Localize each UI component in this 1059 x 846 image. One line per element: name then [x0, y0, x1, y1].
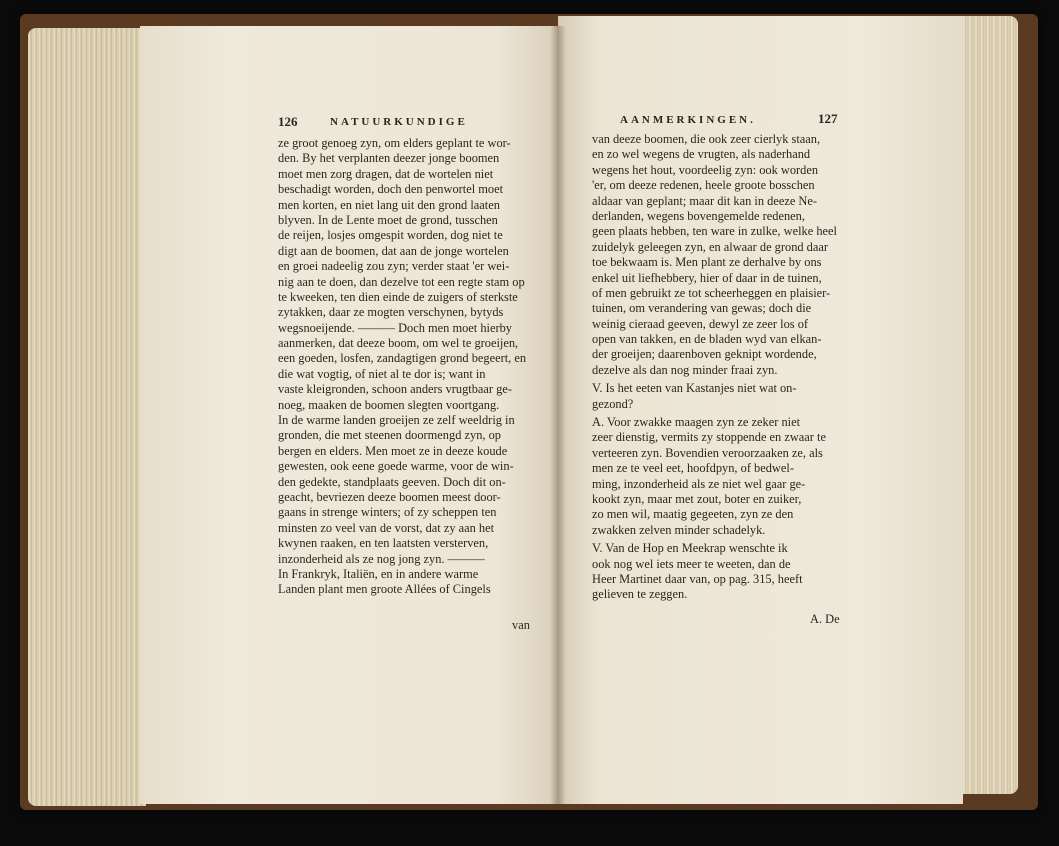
text-line: ook nog wel iets meer te weeten, dan de	[592, 556, 791, 571]
page-edges-left	[28, 28, 146, 806]
text-line: men ze te veel eet, hoofdpyn, of bedwel-	[592, 461, 794, 476]
text-line: en groei nadeelig zou zyn; verder staat 'er wei-	[278, 259, 510, 274]
text-line: zwakken zelven minder schadelyk.	[592, 522, 766, 537]
text-line: kookt zyn, maar met zout, boter en zuiker,	[592, 491, 802, 506]
text-line: gewesten, ook eene goede warme, voor de win-	[278, 459, 514, 474]
right-running-head: AANMERKINGEN.	[620, 114, 756, 126]
text-line: geacht, bevriezen deeze boomen meest door-	[278, 489, 501, 504]
left-catchword: van	[512, 618, 530, 632]
text-line: beschadigt worden, doch den penwortel moet	[278, 182, 504, 197]
text-line: Landen plant men groote Allées of Cingels	[278, 582, 491, 597]
text-line: ming, inzonderheid als ze niet wel gaar ge-	[592, 476, 806, 491]
left-page-number: 126	[278, 114, 298, 129]
text-line: zeer dienstig, vermits zy stoppende en zwaar te	[592, 430, 826, 445]
text-line: der groeijen; daarenboven geknipt wordende,	[592, 347, 817, 362]
text-line: aldaar van geplant; maar dit kan in deeze Ne-	[592, 193, 817, 208]
text-line: zuidelyk geleegen zyn, en alwaar de grond daar	[592, 239, 828, 254]
text-line: aanmerken, dat deeze boom, om wel te groeijen,	[278, 336, 519, 351]
page-edges-right	[960, 16, 1018, 794]
text-line: zo men wil, maatig gegeeten, zyn ze den	[592, 507, 794, 522]
text-line: In Frankryk, Italiën, en in andere warme	[278, 566, 479, 581]
text-line: V. Van de Hop en Meekrap wenschte ik	[592, 541, 788, 556]
text-line: zytakken, daar ze mogten verschynen, bytyds	[278, 305, 504, 320]
left-page	[140, 26, 558, 804]
text-line: 'er, om deeze redenen, heele groote bosschen	[592, 178, 815, 193]
left-running-head: NATUURKUNDIGE	[330, 116, 468, 128]
text-line: gaans in strenge winters; of zy scheppen ten	[278, 505, 497, 520]
text-line: van deeze boomen, die ook zeer cierlyk staan,	[592, 132, 821, 146]
text-line: enkel uit liefhebbery, hier of daar in de tuinen,	[592, 270, 822, 285]
text-line: In de warme landen groeijen ze zelf weeldrig in	[278, 413, 515, 428]
text-line: A. Voor zwakke maagen zyn ze zeker niet	[592, 415, 801, 430]
text-line: te kweeken, ten dien einde de zuigers of sterkste	[278, 289, 518, 304]
text-line: blyven. In de Lente moet de grond, tusschen	[278, 212, 498, 227]
text-line: den. By het verplanten deezer jonge boomen	[278, 151, 500, 166]
text-line: die wat vogtig, of niet al te dor is; want in	[278, 366, 486, 381]
right-catchword: A. De	[810, 612, 840, 626]
text-line: een goeden, losfen, zandagtigen grond begeert, en	[278, 351, 527, 366]
text-line: wegens het hout, voordeelig zyn: ook worden	[592, 162, 819, 177]
text-line: wegsnoeijende. ——— Doch men moet hierby	[278, 320, 512, 335]
text-line: nig aan te doen, dan dezelve tot een regte stam op	[278, 274, 525, 289]
text-line: kwynen raaken, en ten laatsten versterven,	[278, 536, 489, 551]
text-line: Heer Martinet daar van, op pag. 315, heeft	[592, 571, 803, 586]
right-page	[558, 16, 963, 804]
text-line: weinig cieraad geeven, dewyl ze zeer los of	[592, 316, 809, 331]
text-line: ze groot genoeg zyn, om elders geplant te wor-	[278, 136, 511, 150]
text-line: verteeren zyn. Bovendien veroorzaaken ze, als	[592, 445, 823, 460]
text-line: men korten, en niet lang uit den grond laaten	[278, 197, 500, 212]
text-line: moet men zorg dragen, dat de wortelen niet	[278, 166, 494, 181]
text-line: dezelve als dan nog minder fraai zyn.	[592, 362, 778, 377]
text-line: digt aan de boomen, dat aan de jonge wortelen	[278, 243, 509, 258]
right-page-text	[592, 132, 846, 603]
text-line: noeg, maaken de boomen slegten voortgang.	[278, 397, 500, 412]
text-line: de reijen, losjes omgespit worden, dog niet te	[278, 228, 503, 243]
text-line: bergen en elders. Men moet ze in deeze koude	[278, 443, 508, 458]
left-page-text	[278, 136, 532, 598]
text-line: derlanden, wegens bovengemelde redenen,	[592, 208, 805, 223]
text-line: en zo wel wegens de vrugten, als naderhand	[592, 147, 811, 162]
text-line: of men gebruikt ze tot scheerheggen en plaisier-	[592, 285, 831, 300]
text-line: den gedekte, standplaats geeven. Doch dit on-	[278, 474, 506, 489]
text-line: gronden, die met steenen doormengd zyn, op	[278, 428, 501, 443]
text-line: V. Is het eeten van Kastanjes niet wat on-	[592, 381, 797, 396]
text-line: minsten zo veel van de vorst, dat zy aan het	[278, 520, 495, 535]
book-gutter	[550, 26, 566, 804]
text-line: gezond?	[592, 396, 634, 411]
text-line: toe bekwaam is. Men plant ze derhalve by ons	[592, 255, 822, 270]
text-line: geen plaats hebben, ten ware in zulke, welke heel	[592, 224, 837, 239]
text-line: open van takken, en de bladen wyd van elkan-	[592, 332, 822, 347]
text-line: inzonderheid als ze nog jong zyn. ———	[278, 551, 485, 566]
text-line: tuinen, om verandering van gewas; doch die	[592, 301, 812, 316]
right-page-number: 127	[818, 111, 838, 126]
text-line: gelieven te zeggen.	[592, 587, 688, 602]
text-line: vaste kleigronden, schoon anders vrugtbaar ge-	[278, 382, 512, 397]
